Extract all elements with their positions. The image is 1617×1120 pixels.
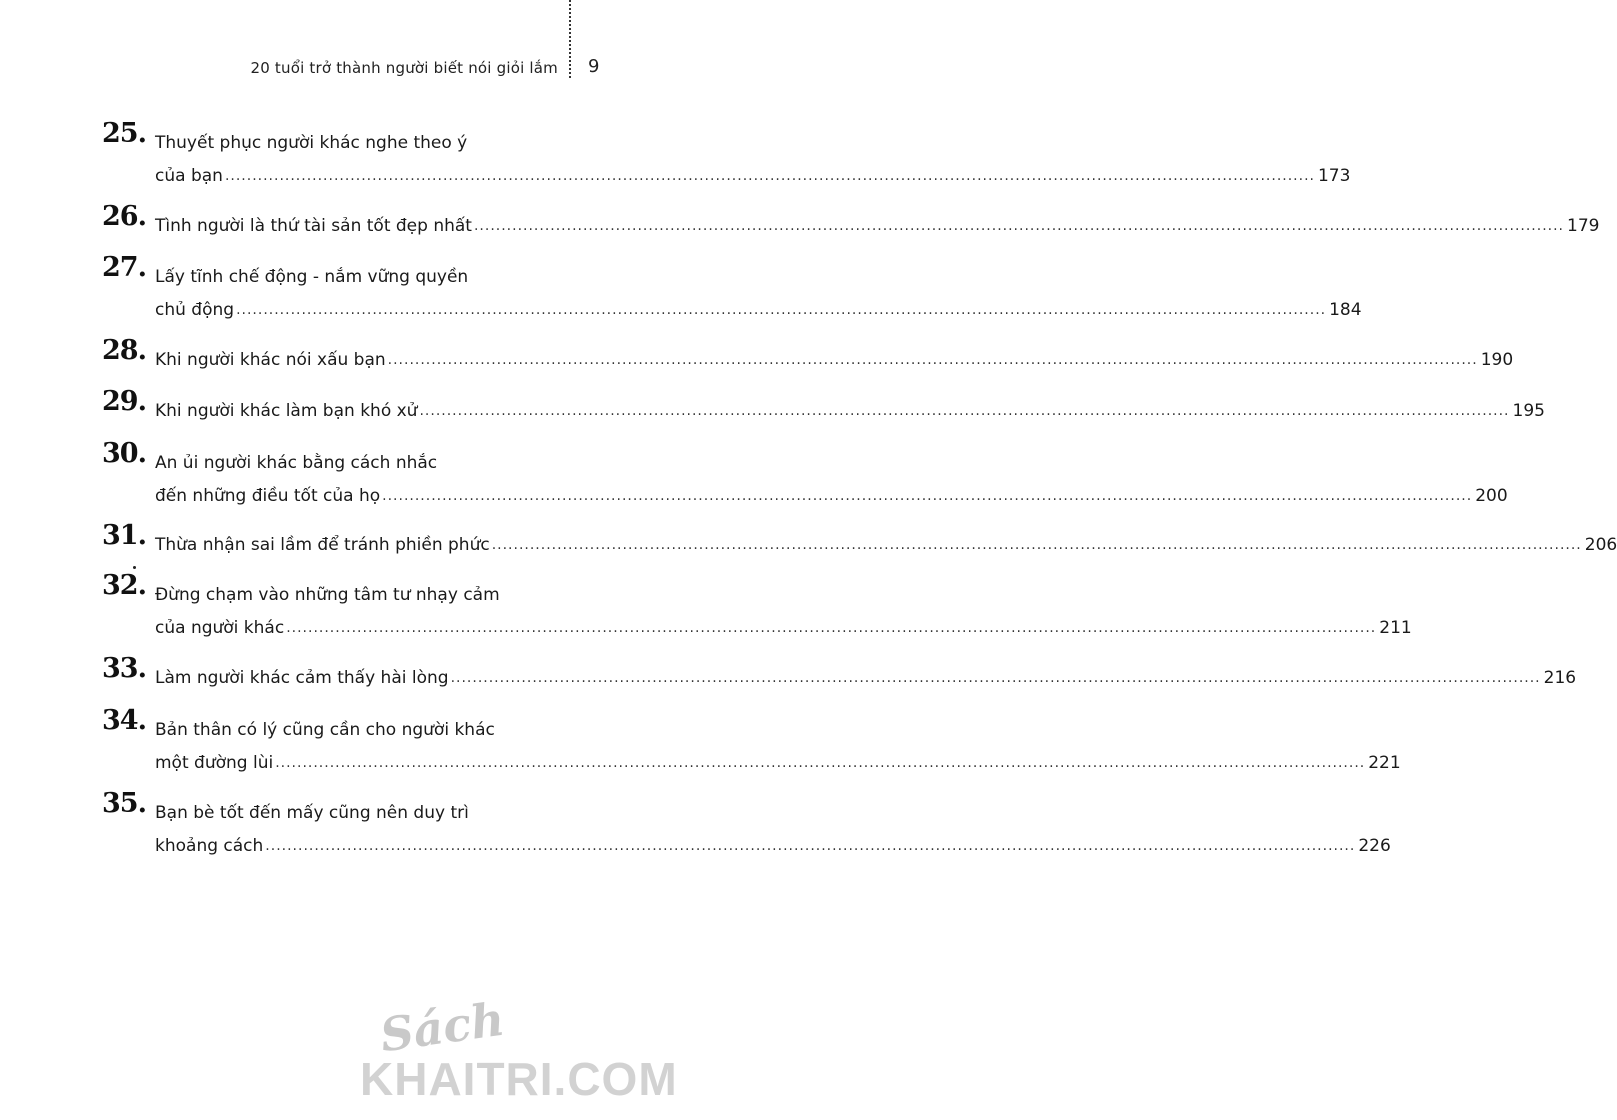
toc-entry-title-line: Tình người là thứ tài sản tốt đẹp nhất	[155, 216, 472, 236]
toc-entry-number: 28.	[102, 335, 146, 366]
toc-entry-title-line: một đường lùi	[155, 753, 274, 773]
page-number: 9	[588, 56, 600, 77]
toc-entry-leader-line	[155, 211, 1600, 241]
toc-entry-title-line: Bạn bè tốt đến mấy cũng nên duy trì	[155, 803, 469, 823]
watermark-logo	[330, 991, 690, 1115]
toc-entry-leader-line	[155, 831, 1391, 861]
toc-entry-leader-line	[155, 663, 1577, 693]
dot-leader: ........................................................................................................................................................................................................	[387, 352, 1478, 368]
toc-entry-number: 35.	[102, 788, 146, 819]
toc-entry-title-line: của người khác	[155, 618, 285, 638]
dot-leader: ........................................................................................................................................................................................................	[419, 403, 1510, 419]
toc-entry-leader-line	[155, 481, 1508, 511]
toc-entry-leader-line	[155, 748, 1401, 778]
toc-entry-number: 32.	[102, 570, 146, 601]
toc-entry-leader-line	[155, 530, 1617, 560]
toc-entry-title-line: của bạn	[155, 166, 223, 186]
toc-entry-leader-line	[155, 345, 1514, 375]
toc-entry-page: 195	[1512, 401, 1545, 421]
toc-entry-page: 179	[1567, 216, 1600, 236]
running-title: 20 tuổi trở thành người biết nói giỏi lắm	[250, 59, 558, 77]
toc-entry-number: 30.	[102, 438, 146, 469]
dot-leader: ........................................................................................................................................................................................................	[275, 755, 1366, 771]
watermark-brand: KHAITRI.COM	[360, 1053, 678, 1105]
watermark-script: Sách	[376, 991, 508, 1063]
header-divider	[569, 0, 571, 78]
toc-entry-page: 190	[1480, 350, 1514, 370]
dot-leader: ........................................................................................................................................................................................................	[382, 488, 1473, 504]
toc-entry-number: 29.	[102, 386, 146, 417]
toc-entry-number: 34.	[102, 705, 146, 736]
toc-entry-page: 216	[1543, 668, 1577, 688]
toc-entry-page: 211	[1379, 618, 1412, 638]
toc-entry-title-line: Thừa nhận sai lầm để tránh phiền phức	[155, 535, 490, 555]
toc-entry-title-line: đến những điều tốt của họ	[155, 486, 381, 506]
toc-entry-page: 173	[1317, 166, 1351, 186]
dot-leader: ........................................................................................................................................................................................................	[450, 670, 1541, 686]
toc-entry-title-line: chủ động	[155, 300, 235, 320]
toc-entry-leader-line	[155, 396, 1545, 426]
toc-entry-title-line: An ủi người khác bằng cách nhắc	[155, 453, 438, 473]
toc-entry-number: 26.	[102, 201, 146, 232]
toc-entry-page: 221	[1368, 753, 1401, 773]
ink-speck	[133, 566, 136, 569]
dot-leader: ........................................................................................................................................................................................................	[236, 302, 1327, 318]
toc-entry-number: 33.	[102, 653, 146, 684]
toc-entry-title-line: Làm người khác cảm thấy hài lòng	[155, 668, 449, 688]
toc-entry-page: 226	[1358, 836, 1391, 856]
toc-entry-page: 206	[1584, 535, 1617, 555]
dot-leader: ........................................................................................................................................................................................................	[265, 838, 1356, 854]
toc-entry-leader-line	[155, 613, 1412, 643]
toc-entry-number: 31.	[102, 520, 146, 551]
toc-entry-page: 200	[1475, 486, 1508, 506]
dot-leader: ........................................................................................................................................................................................................	[224, 168, 1315, 184]
toc-entry-leader-line	[155, 161, 1351, 191]
toc-entry-number: 25.	[102, 118, 146, 149]
toc-entry-title-line: Đừng chạm vào những tâm tư nhạy cảm	[155, 585, 500, 605]
dot-leader: ........................................................................................................................................................................................................	[473, 218, 1565, 234]
toc-entry-title-line: Thuyết phục người khác nghe theo ý	[155, 133, 468, 153]
toc-entry-page: 184	[1329, 300, 1362, 320]
dot-leader: ........................................................................................................................................................................................................	[286, 620, 1377, 636]
toc-entry-title-line: Lấy tĩnh chế động - nắm vững quyền	[155, 267, 469, 287]
toc-entry-title-line: Bản thân có lý cũng cần cho người khác	[155, 720, 495, 740]
toc-entry-title-line: Khi người khác nói xấu bạn	[155, 350, 386, 370]
toc-entry-title-line: khoảng cách	[155, 836, 264, 856]
toc-entry-leader-line	[155, 295, 1362, 325]
toc-entry-title-line: Khi người khác làm bạn khó xử	[155, 401, 418, 421]
dot-leader: ........................................................................................................................................................................................................	[491, 537, 1582, 553]
toc-entry-number: 27.	[102, 252, 146, 283]
